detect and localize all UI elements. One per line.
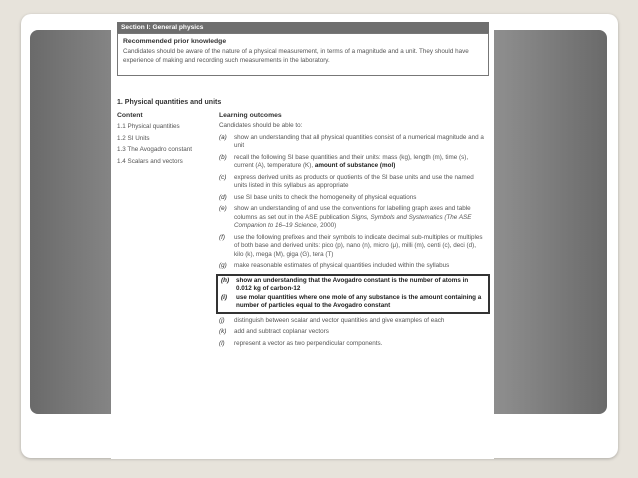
outcome-text: recall the following SI base quantities and their units: mass (kg), length (m), time (s), current (A), temperature (K),	[234, 153, 469, 170]
content-column	[117, 111, 217, 166]
content-item: 1.1 Physical quantities	[117, 123, 180, 131]
content-item: 1.2 SI Units	[117, 134, 150, 142]
prior-knowledge-box	[117, 33, 489, 76]
outcome-item	[219, 134, 487, 151]
outcome-text: distinguish between scalar and vector quantities and give examples of each	[234, 316, 445, 324]
outcome-item	[219, 194, 487, 203]
outcome-text: show an understanding that the Avogadro constant is the number of atoms in 0.012 kg of carbon-12	[236, 276, 469, 293]
outcome-item	[219, 317, 487, 326]
outcome-item	[219, 340, 487, 349]
syllabus-page	[111, 19, 494, 459]
outcome-label: (b)	[219, 153, 227, 161]
outcome-label: (k)	[219, 328, 227, 336]
content-item: 1.4 Scalars and vectors	[117, 157, 183, 165]
section-title: 1. Physical quantities and units	[117, 99, 222, 106]
outcomes-intro: Candidates should be able to:	[219, 122, 303, 130]
outcome-item	[219, 234, 487, 260]
outcome-label: (e)	[219, 205, 227, 213]
outcome-item	[219, 262, 487, 271]
outcome-text: show an understanding of and use the conventions for labelling graph axes and table columns as set out in the ASE publication	[234, 205, 471, 221]
outcome-text: use the following prefixes and their symbols to indicate decimal sub-multiples or multiples of both base and derived units: pico (p), nano (n), micro (μ), milli (m), centi (c), deci (d), kilo (k), mega (M), giga (G), tera (T)	[234, 233, 483, 258]
outcome-item-highlighted	[216, 294, 490, 314]
outcome-text: add and subtract coplanar vectors	[234, 328, 329, 336]
outcome-label: (f)	[219, 233, 225, 241]
outcome-text-end: 2000)	[320, 222, 337, 230]
outcome-label: (j)	[219, 316, 225, 324]
prior-knowledge-text: Candidates should be aware of the nature of a physical measurement, in terms of a magnitude and a unit. They should have experience of making and recording such measurements in the laboratory.	[123, 48, 469, 64]
outcome-label: (c)	[219, 173, 227, 181]
outcome-text: use SI base units to check the homogeneity of physical equations	[234, 193, 417, 201]
outcome-text: make reasonable estimates of physical quantities included within the syllabus	[234, 262, 450, 270]
section-header: Section I: General physics	[117, 22, 489, 33]
content-heading: Content	[117, 112, 143, 119]
outcome-label: (h)	[221, 276, 230, 284]
outcome-label: (i)	[221, 293, 227, 301]
outcome-label: (g)	[219, 262, 227, 270]
outcome-text: represent a vector as two perpendicular components.	[234, 339, 383, 347]
outcome-text: show an understanding that all physical quantities consist of a numerical magnitude and a unit	[234, 133, 484, 150]
outcome-item	[219, 328, 487, 337]
outcome-text-publication: Signs, Symbols and Systematics (The ASE Companion to 16–19 Science,	[234, 213, 472, 230]
outcome-text-emphasis: amount of substance (mol)	[314, 162, 396, 170]
outcome-item-highlighted	[216, 274, 490, 294]
outcome-item	[219, 205, 487, 231]
outcome-text: use molar quantities where one mole of any substance is the amount containing a number of particles equal to the Avogadro constant	[236, 293, 482, 310]
outcome-item	[219, 154, 487, 171]
content-item: 1.3 The Avogadro constant	[117, 146, 193, 154]
outcomes-heading: Learning outcomes	[219, 112, 282, 119]
outcome-text: express derived units as products or quotients of the SI base units and use the named units listed in this syllabus as appropriate	[234, 173, 474, 190]
outcome-label: (d)	[219, 193, 227, 201]
prior-knowledge-title: Recommended prior knowledge	[123, 38, 227, 45]
outcome-label: (l)	[219, 339, 225, 347]
outcome-item	[219, 174, 487, 191]
learning-outcomes-column	[219, 111, 487, 348]
outcome-label: (a)	[219, 133, 227, 141]
